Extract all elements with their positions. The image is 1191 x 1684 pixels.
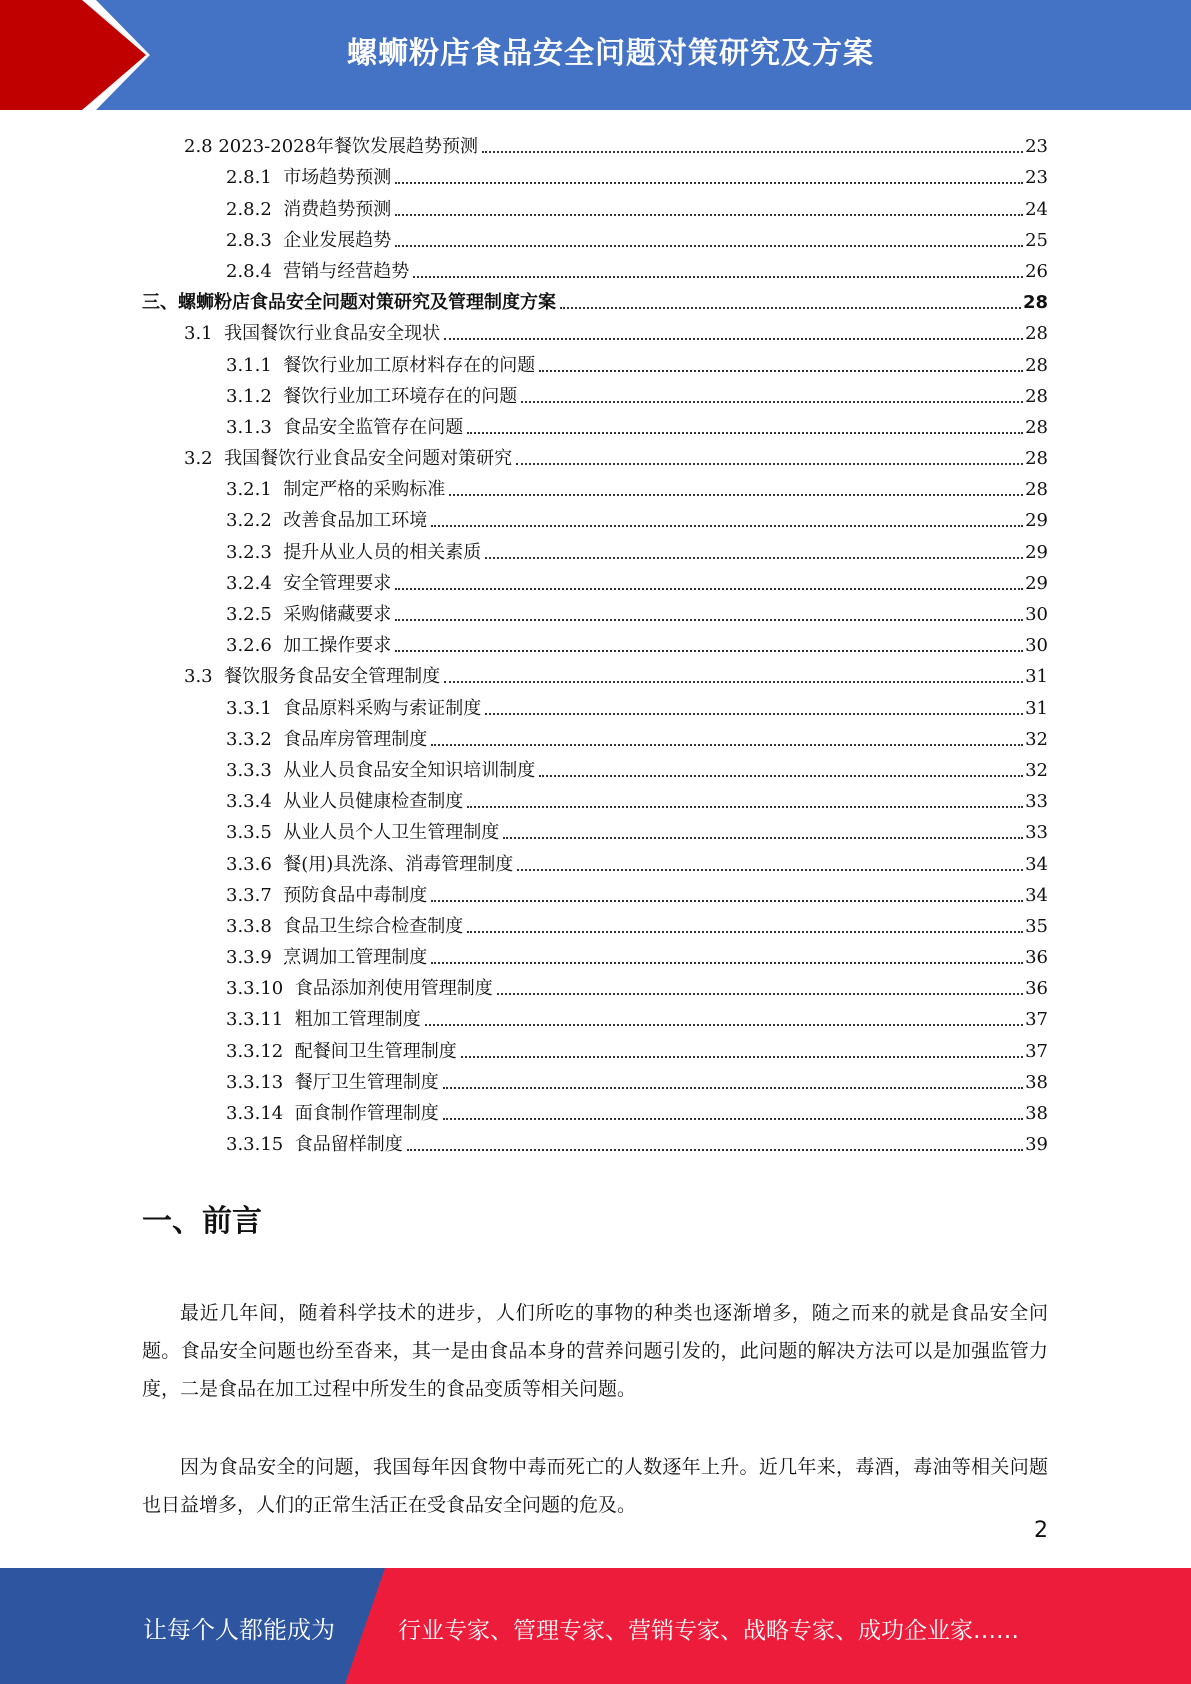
toc-entry[interactable] xyxy=(142,596,1048,627)
toc-dot-leader xyxy=(517,869,1023,871)
toc-dot-leader xyxy=(485,557,1023,559)
toc-entry-title: 粗加工管理制度 xyxy=(294,1009,421,1031)
toc-entry-number: 3.3.4 xyxy=(226,791,284,813)
toc-entry-title: 餐饮服务食品安全管理制度 xyxy=(224,666,441,688)
toc-entry-number: 3.3 xyxy=(184,666,225,688)
toc-entry-page: 28 xyxy=(1025,323,1048,345)
toc-dot-leader xyxy=(521,401,1023,403)
toc-entry[interactable] xyxy=(142,845,1048,876)
toc-entry-number: 3.1.3 xyxy=(226,416,284,438)
toc-dot-leader xyxy=(395,619,1023,621)
toc-entry[interactable] xyxy=(142,1064,1048,1095)
toc-dot-leader xyxy=(539,775,1023,777)
footer-slogan-left: 让每个人都能成为 xyxy=(143,1616,335,1644)
toc-entry-title: 从业人员健康检查制度 xyxy=(283,791,464,813)
toc-entry[interactable] xyxy=(142,1032,1048,1063)
document-title: 螺蛳粉店食品安全问题对策研究及方案 xyxy=(347,36,874,71)
toc-entry-page: 28 xyxy=(1025,416,1048,438)
toc-entry-page: 38 xyxy=(1025,1103,1048,1124)
toc-entry[interactable] xyxy=(142,970,1048,1001)
toc-entry-title: 加工操作要求 xyxy=(283,635,392,657)
toc-entry-page: 30 xyxy=(1025,604,1048,625)
toc-entry-page: 29 xyxy=(1025,541,1048,563)
toc-entry[interactable] xyxy=(142,378,1048,409)
toc-dot-leader xyxy=(413,276,1023,278)
toc-entry-title: 企业发展趋势 xyxy=(283,229,392,251)
toc-entry-page: 23 xyxy=(1025,136,1048,158)
toc-dot-leader xyxy=(431,900,1023,902)
toc-entry-title: 预防食品中毒制度 xyxy=(283,884,428,906)
body-paragraph: 因为食品安全的问题，我国每年因食物中毒而死亡的人数逐年上升。近几年来，毒酒，毒油等相关问题也日益增多，人们的正常生活正在受食品安全问题的危及。 xyxy=(142,1456,1048,1516)
toc-entry[interactable] xyxy=(142,471,1048,502)
toc-entry-number: 3.2.1 xyxy=(226,479,284,501)
toc-entry[interactable] xyxy=(142,222,1048,253)
toc-entry-number: 3.1 xyxy=(184,323,225,345)
toc-entry-page: 29 xyxy=(1025,572,1048,594)
toc-dot-leader xyxy=(443,1087,1023,1089)
toc-entry-title: 食品留样制度 xyxy=(294,1134,403,1156)
toc-entry-page: 31 xyxy=(1025,666,1048,688)
toc-entry[interactable] xyxy=(142,783,1048,814)
toc-entry[interactable] xyxy=(142,752,1048,783)
toc-entry-title: 采购储藏要求 xyxy=(283,604,392,625)
toc-entry-title: 食品安全监管存在问题 xyxy=(283,416,464,438)
toc-dot-leader xyxy=(467,931,1023,933)
toc-dot-leader xyxy=(449,494,1023,496)
toc-entry[interactable] xyxy=(142,721,1048,752)
toc-dot-leader xyxy=(503,837,1023,839)
toc-entry[interactable] xyxy=(142,939,1048,970)
toc-entry-title: 螺蛳粉店食品安全问题对策研究及管理制度方案 xyxy=(178,292,556,314)
toc-entry-number: 2.8.4 xyxy=(226,260,284,282)
toc-entry-number: 3.2 xyxy=(184,448,225,470)
toc-entry-number: 3.3.3 xyxy=(226,759,284,781)
toc-entry[interactable] xyxy=(142,533,1048,564)
toc-entry-number: 3.2.3 xyxy=(226,541,284,563)
toc-entry-number: 3.3.12 xyxy=(226,1040,295,1062)
toc-entry-number: 3.3.9 xyxy=(226,947,284,969)
toc-entry-number: 3.3.7 xyxy=(226,884,284,906)
toc-entry-page: 28 xyxy=(1025,385,1048,407)
page-header xyxy=(0,0,1191,110)
toc-entry-number: 3.1.1 xyxy=(226,354,284,376)
toc-entry-page: 36 xyxy=(1025,978,1048,1000)
toc-dot-leader xyxy=(482,151,1023,153)
toc-entry-number: 2.8 xyxy=(184,136,219,158)
toc-entry-page: 28 xyxy=(1025,479,1048,501)
toc-dot-leader xyxy=(395,182,1023,184)
toc-entry-number: 3.3.14 xyxy=(226,1103,295,1124)
toc-entry-title: 制定严格的采购标准 xyxy=(283,479,446,501)
toc-entry-number: 2.8.1 xyxy=(226,167,284,189)
toc-entry[interactable] xyxy=(142,1095,1048,1126)
toc-entry-page: 32 xyxy=(1025,759,1048,781)
page-footer xyxy=(0,1568,1191,1684)
toc-dot-leader xyxy=(443,1118,1023,1120)
toc-dot-leader xyxy=(407,1149,1023,1151)
toc-entry-title: 改善食品加工环境 xyxy=(283,510,428,532)
toc-entry-page: 37 xyxy=(1025,1040,1048,1062)
toc-entry[interactable] xyxy=(142,877,1048,908)
toc-dot-leader xyxy=(560,307,1021,309)
toc-entry-page: 33 xyxy=(1025,822,1048,844)
toc-entry-page: 34 xyxy=(1025,853,1048,875)
toc-entry-page: 32 xyxy=(1025,728,1048,750)
toc-entry-number: 3.3.11 xyxy=(226,1009,295,1031)
toc-dot-leader xyxy=(425,1024,1023,1026)
toc-entry-title: 面食制作管理制度 xyxy=(294,1103,439,1124)
toc-entry[interactable] xyxy=(142,502,1048,533)
toc-entry[interactable] xyxy=(142,1126,1048,1157)
toc-entry-number: 3.3.2 xyxy=(226,728,284,750)
toc-entry[interactable] xyxy=(142,315,1048,346)
toc-entry-number: 3.3.8 xyxy=(226,915,284,937)
toc-dot-leader xyxy=(395,245,1023,247)
toc-entry[interactable] xyxy=(142,565,1048,596)
toc-entry[interactable] xyxy=(142,627,1048,658)
toc-dot-leader xyxy=(485,713,1023,715)
body-paragraph: 最近几年间，随着科学技术的进步，人们所吃的事物的种类也逐渐增多，随之而来的就是食品安全问题。食品安全问题也纷至沓来，其一是由食品本身的营养问题引发的，此问题的解决方法可以是加强监管力度，二是食品在加工过程中所发生的食品变质等相关问题。 xyxy=(142,1302,1048,1400)
toc-entry-title: 安全管理要求 xyxy=(283,572,392,594)
toc-entry-page: 28 xyxy=(1025,354,1048,376)
toc-entry-title: 食品原料采购与索证制度 xyxy=(283,697,482,719)
toc-entry-number: 3.2.5 xyxy=(226,604,284,625)
toc-entry-title: 餐饮行业加工环境存在的问题 xyxy=(283,385,518,407)
toc-entry-number: 3.3.15 xyxy=(226,1134,295,1156)
toc-entry-page: 25 xyxy=(1025,229,1048,251)
toc-dot-leader xyxy=(431,525,1023,527)
toc-entry-page: 39 xyxy=(1025,1134,1048,1156)
toc-entry-page: 34 xyxy=(1025,884,1048,906)
toc-entry-title: 市场趋势预测 xyxy=(283,167,392,189)
toc-entry[interactable] xyxy=(142,908,1048,939)
toc-entry[interactable] xyxy=(142,658,1048,689)
toc-entry-number: 3.2.2 xyxy=(226,510,284,532)
toc-entry-number: 3.3.13 xyxy=(226,1071,295,1093)
toc-dot-leader xyxy=(467,806,1023,808)
toc-entry-number: 3.2.4 xyxy=(226,572,284,594)
toc-dot-leader xyxy=(431,744,1023,746)
toc-dot-leader xyxy=(467,432,1023,434)
toc-entry-page: 36 xyxy=(1025,947,1048,969)
toc-entry-number: 3.3.10 xyxy=(226,978,295,1000)
toc-entry[interactable] xyxy=(142,346,1048,377)
toc-entry[interactable] xyxy=(142,689,1048,720)
toc-entry-title: 烹调加工管理制度 xyxy=(283,947,428,969)
toc-entry-page: 28 xyxy=(1025,448,1048,470)
footer-slogan-right: 行业专家、管理专家、营销专家、战略专家、成功企业家…… xyxy=(398,1618,1019,1644)
toc-entry-page: 28 xyxy=(1022,292,1048,314)
toc-entry-number: 3.2.6 xyxy=(226,635,284,657)
toc-entry-number: 2.8.3 xyxy=(226,229,284,251)
toc-entry[interactable] xyxy=(142,1001,1048,1032)
toc-entry-title: 食品添加剂使用管理制度 xyxy=(294,978,493,1000)
toc-entry-page: 33 xyxy=(1025,791,1048,813)
toc-dot-leader xyxy=(444,681,1023,683)
toc-dot-leader xyxy=(431,962,1023,964)
toc-entry-page: 29 xyxy=(1025,510,1048,532)
toc-entry-number: 3.1.2 xyxy=(226,385,284,407)
toc-entry-title: 2023-2028年餐饮发展趋势预测 xyxy=(218,136,479,158)
toc-dot-leader xyxy=(395,588,1023,590)
toc-entry-number: 2.8.2 xyxy=(226,198,284,220)
toc-dot-leader xyxy=(497,993,1023,995)
toc-entry-title: 食品卫生综合检查制度 xyxy=(283,915,464,937)
toc-entry-title: 我国餐饮行业食品安全现状 xyxy=(224,323,441,345)
toc-entry-number: 3.3.6 xyxy=(226,853,284,875)
toc-entry-page: 26 xyxy=(1025,260,1048,282)
toc-entry-title: 食品库房管理制度 xyxy=(283,728,428,750)
toc-entry-title: 配餐间卫生管理制度 xyxy=(294,1040,457,1062)
toc-entry-title: 从业人员食品安全知识培训制度 xyxy=(283,759,536,781)
toc-dot-leader xyxy=(395,214,1023,216)
toc-dot-leader xyxy=(395,650,1023,652)
table-of-contents xyxy=(142,128,1048,1157)
toc-dot-leader xyxy=(444,338,1023,340)
toc-entry-page: 24 xyxy=(1025,198,1048,220)
toc-dot-leader xyxy=(461,1056,1023,1058)
toc-entry[interactable] xyxy=(142,253,1048,284)
toc-entry[interactable] xyxy=(142,440,1048,471)
toc-entry-page: 23 xyxy=(1025,167,1048,189)
toc-entry-title: 我国餐饮行业食品安全问题对策研究 xyxy=(224,448,513,470)
toc-entry-title: 餐饮行业加工原材料存在的问题 xyxy=(283,354,536,376)
toc-entry-title: 从业人员个人卫生管理制度 xyxy=(283,822,500,844)
toc-entry-page: 37 xyxy=(1025,1009,1048,1031)
toc-entry-title: 餐(用)具洗涤、消毒管理制度 xyxy=(283,853,514,875)
toc-entry[interactable] xyxy=(142,284,1048,315)
toc-dot-leader xyxy=(516,463,1023,465)
toc-entry-page: 38 xyxy=(1025,1071,1048,1093)
toc-dot-leader xyxy=(539,370,1023,372)
toc-entry-page: 30 xyxy=(1025,635,1048,657)
toc-entry-number: 三、 xyxy=(142,292,178,314)
toc-entry-number: 3.3.1 xyxy=(226,697,284,719)
toc-entry-title: 提升从业人员的相关素质 xyxy=(283,541,482,563)
toc-entry[interactable] xyxy=(142,190,1048,221)
toc-entry-page: 35 xyxy=(1025,915,1048,937)
toc-entry[interactable] xyxy=(142,159,1048,190)
page-number: 2 xyxy=(1034,1518,1048,1543)
toc-entry[interactable] xyxy=(142,128,1048,159)
section-heading: 一、前言 xyxy=(142,1204,262,1239)
toc-entry-title: 餐厅卫生管理制度 xyxy=(294,1071,439,1093)
toc-entry[interactable] xyxy=(142,409,1048,440)
toc-entry-page: 31 xyxy=(1025,697,1048,719)
toc-entry-title: 消费趋势预测 xyxy=(283,198,392,220)
toc-entry-number: 3.3.5 xyxy=(226,822,284,844)
toc-entry[interactable] xyxy=(142,814,1048,845)
toc-entry-title: 营销与经营趋势 xyxy=(283,260,410,282)
